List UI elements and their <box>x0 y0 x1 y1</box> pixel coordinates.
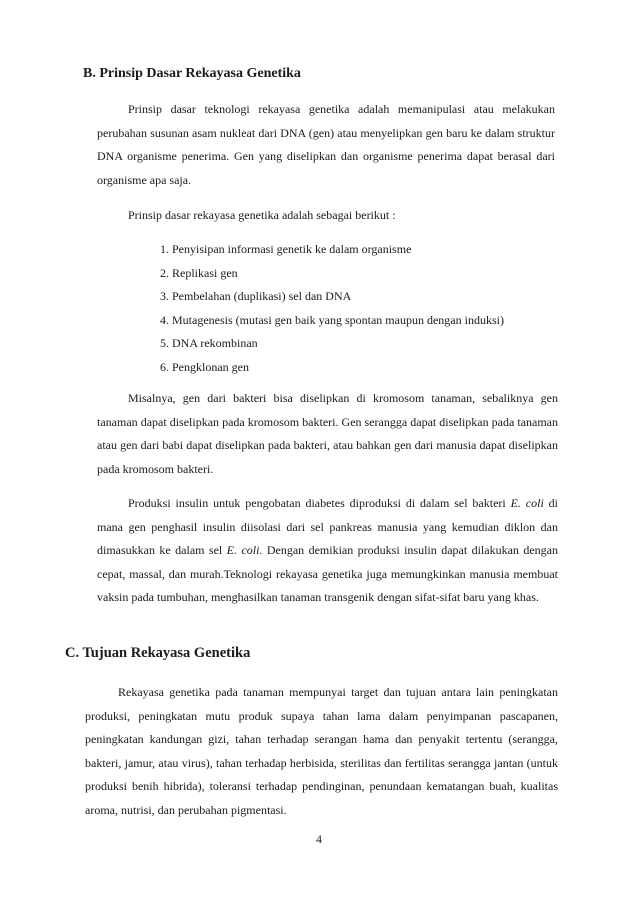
section-b-paragraph-3 <box>97 387 558 481</box>
paragraph-text: Produksi insulin untuk pengobatan diabetes diproduksi di dalam sel bakteri <box>128 496 511 510</box>
paragraph-text: Prinsip dasar teknologi rekayasa genetika adalah memanipulasi atau melakukan perubahan susunan asam nukleat dari DNA (gen) atau menyelipkan gen baru ke dalam struktur DNA organisme penerima. Gen yang diselipkan dan organisme penerima dapat berasal dari organisme apa saja. <box>97 102 555 187</box>
paragraph-text: di mana gen penghasil insulin diisolasi dari sel pankreas manusia yang kemudian diklon dan dimasukkan ke dalam sel <box>97 496 558 557</box>
page-number: 4 <box>316 832 322 846</box>
list-item: 6. Pengklonan gen <box>160 359 249 374</box>
list-item: 2. Replikasi gen <box>160 265 238 280</box>
list-item: 3. Pembelahan (duplikasi) sel dan DNA <box>160 289 352 303</box>
section-c-paragraph-1 <box>85 681 558 822</box>
section-b-paragraph-4 <box>97 492 558 610</box>
italic-organism-name: E. coli <box>226 543 260 557</box>
principles-list <box>160 238 504 379</box>
paragraph-text: Rekayasa genetika pada tanaman mempunyai target dan tujuan antara lain peningkatan produksi, peningkatan mutu produk supaya tahan lama dalam penyimpanan pascapanen, peningkatan kandungan gizi, tahan terhadap serangan hama dan penyakit tertentu (serangga, bakteri, jamur, atau virus), tahan terhadap herbisida, sterilitas dan fertilitas serangga jantan (untuk produksi benih hibrida), toleransi terhadap pendinginan, penundaan kematangan buah, kualitas aroma, nutrisi, dan perubahan pigmentasi. <box>85 685 558 817</box>
italic-organism-name: E. coli <box>510 496 544 510</box>
section-b-paragraph-1 <box>97 98 555 192</box>
list-item: 4. Mutagenesis (mutasi gen baik yang spontan maupun dengan induksi) <box>160 312 504 327</box>
section-b-paragraph-2: Prinsip dasar rekayasa genetika adalah sebagai berikut : <box>128 208 396 222</box>
list-item: 5. DNA rekombinan <box>160 336 258 350</box>
section-c-heading: C. Tujuan Rekayasa Genetika <box>65 645 251 661</box>
paragraph-text: Misalnya, gen dari bakteri bisa diselipkan di kromosom tanaman, sebaliknya gen tanaman dapat diselipkan pada kromosom bakteri. Gen serangga dapat diselipkan pada tanaman atau gen dari babi dapat diselipkan pada bakteri, atau bahkan gen dari manusia dapat diselipkan pada kromosom bakteri. <box>97 391 558 476</box>
section-b-heading: B. Prinsip Dasar Rekayasa Genetika <box>83 66 301 81</box>
list-item: 1. Penyisipan informasi genetik ke dalam organisme <box>160 242 412 256</box>
paragraph-text: . Dengan demikian produksi insulin dapat dilakukan dengan cepat, massal, dan murah.Teknologi rekayasa genetika juga memungkinkan manusia membuat vaksin pada tumbuhan, menghasilkan tanaman transgenik dengan sifat-sifat baru yang khas. <box>97 543 558 604</box>
